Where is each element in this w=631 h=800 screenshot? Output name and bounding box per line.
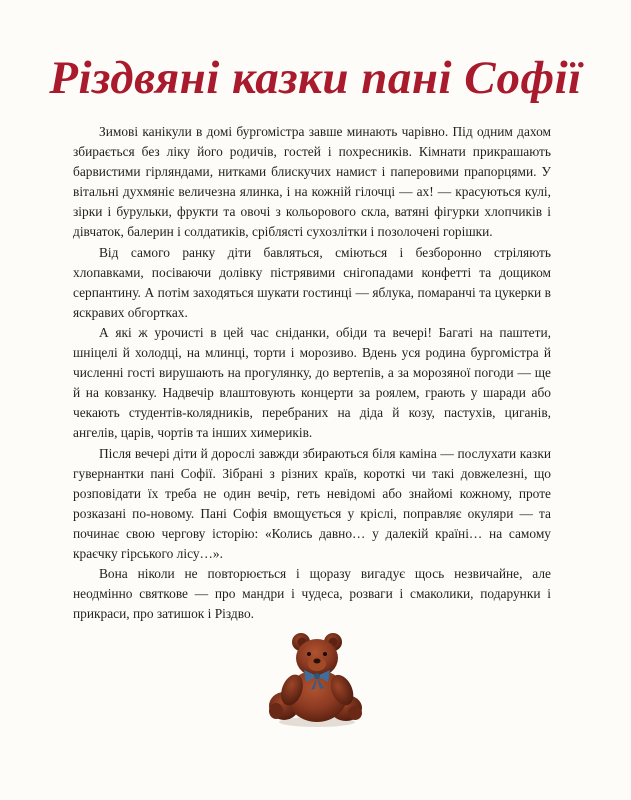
page-title: Різдвяні казки пані Софії	[49, 52, 582, 104]
story-text	[73, 122, 551, 624]
paragraph: Від самого ранку діти бавляться, сміються і безборонно стріляють хлопавками, посіваючи долівку пістрявими снігопадами конфетті та дощиком серпантину. А потім заходяться шукати гостинці — яблука, помаранчі та цукерки в яскравих обгортках.	[73, 244, 551, 320]
teddy-bear-illustration	[262, 628, 372, 728]
paragraph: Вона ніколи не повторюється і щоразу вигадує щось незвичайне, але неодмінно святкове — про мандри і чудеса, розваги і смаколики, подарунки і прикраси, про затишок і Різдво.	[73, 566, 551, 622]
paragraph: Після вечері діти й дорослі завжди збираються біля каміна — послухати казки гувернантки пані Софії. Зібрані з різних країв, короткі чи такі довжелезні, що розповідати їх треба не один вечір, геть невідомі або знайомі кожному, проте розказані по-новому. Пані Софія вмощується у кріслі, поправляє окуляри — та починає свою чергову історію: «Колись давно… у далекій країні… на самому краєчку гірського лісу…».	[73, 445, 551, 561]
paragraph: Зимові канікули в домі бургомістра завше минають чарівно. Під одним дахом збирається без ліку його родичів, гостей і похресників. Кімнати прикрашають барвистими гірляндами, нитками блискучих намист і паперовими прапорцями. У вітальні духмяніє величезна ялинка, і на кожній гілочці — ах! — красуються кулі, зірки і бурульки, фрукти та овочі з кольорового скла, ватяні фігурки хлопчиків і дівчаток, балерин і солдатиків, сріблясті сухозлітки і позолочені горішки.	[73, 124, 551, 240]
paragraph: А які ж урочисті в цей час сніданки, обіди та вечері! Багаті на паштети, шніцелі й холодці, на млинці, торти і морозиво. Вдень уся родина бургомістра й численні гості вирушають на прогулянку, до вертепів, а за морозяної погоди — ще й на ковзанку. Надвечір влаштовують концерти за роялем, грають у шаради або чекають студентів-колядників, перебраних на діда й козу, пастухів, циганів, ангелів, царів, чортів та інших химериків.	[73, 324, 551, 441]
